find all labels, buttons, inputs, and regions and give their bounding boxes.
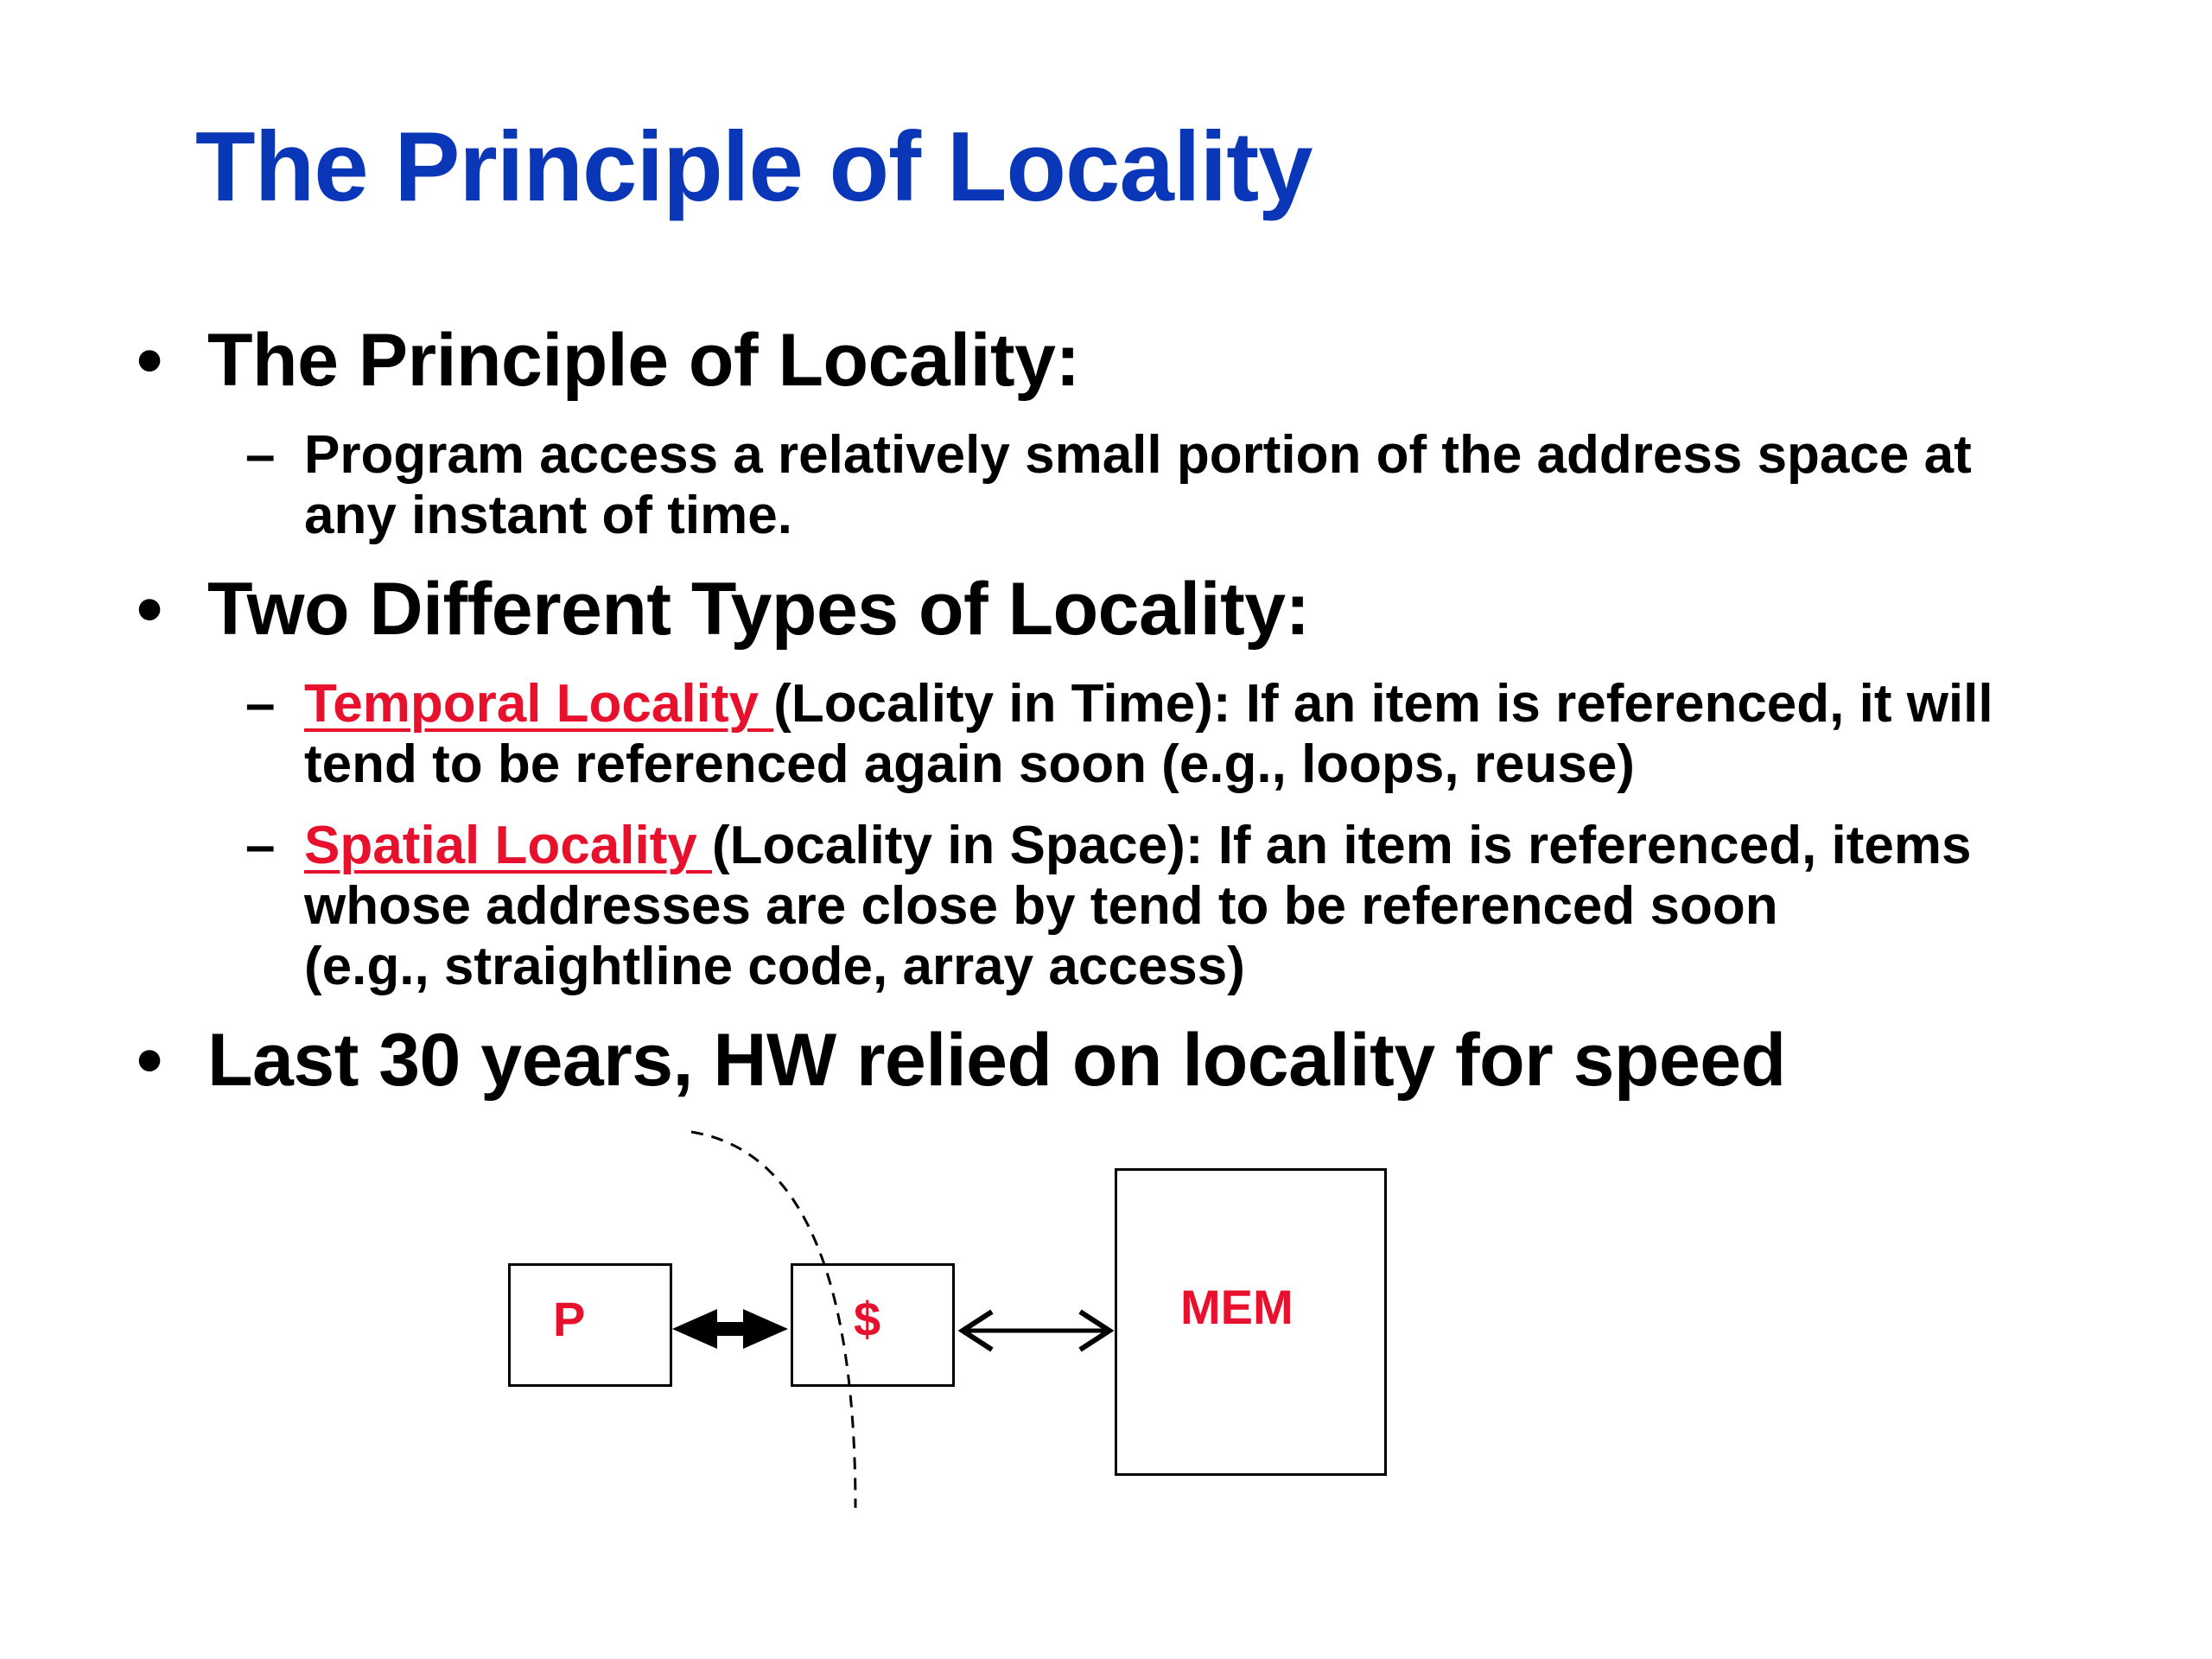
bullet-dot: • xyxy=(137,319,162,402)
bullet-text: Two Different Types of Locality: xyxy=(207,568,1310,651)
sub-line: tend to be referenced again soon (e.g., loops, reuse) xyxy=(304,734,1635,794)
spatial-locality-term[interactable]: Spatial Locality xyxy=(304,816,713,875)
bullet-text: Last 30 years, HW relied on locality for speed xyxy=(207,1019,1786,1102)
bullet-dot: • xyxy=(137,1019,162,1102)
processor-cache-arrow xyxy=(672,1309,788,1349)
slide-title: The Principle of Locality xyxy=(195,112,1313,222)
bullet-text: The Principle of Locality: xyxy=(207,319,1080,402)
temporal-locality-term[interactable]: Temporal Locality xyxy=(304,674,774,734)
temporal-locality-definition: (Locality in Time): If an item is referenced, it will xyxy=(773,674,1993,734)
sub-line: (e.g., straightline code, array access) xyxy=(304,937,1245,996)
cache-label: $ xyxy=(854,1292,881,1346)
spatial-locality-definition: (Locality in Space): If an item is referenced, items xyxy=(712,816,1972,875)
sub-dash: – xyxy=(245,674,276,734)
processor-label: P xyxy=(553,1292,586,1346)
cache-memory-arrow xyxy=(963,1312,1109,1350)
sub-dash: – xyxy=(245,816,276,875)
sub-line: any instant of time. xyxy=(304,486,792,545)
memory-label: MEM xyxy=(1180,1280,1294,1334)
sub-dash: – xyxy=(245,425,276,485)
sub-line: Program access a relatively small portion of the address space at xyxy=(304,425,1972,485)
bullet-dot: • xyxy=(137,568,162,651)
sub-line: whose addresses are close by tend to be referenced soon xyxy=(304,876,1778,936)
